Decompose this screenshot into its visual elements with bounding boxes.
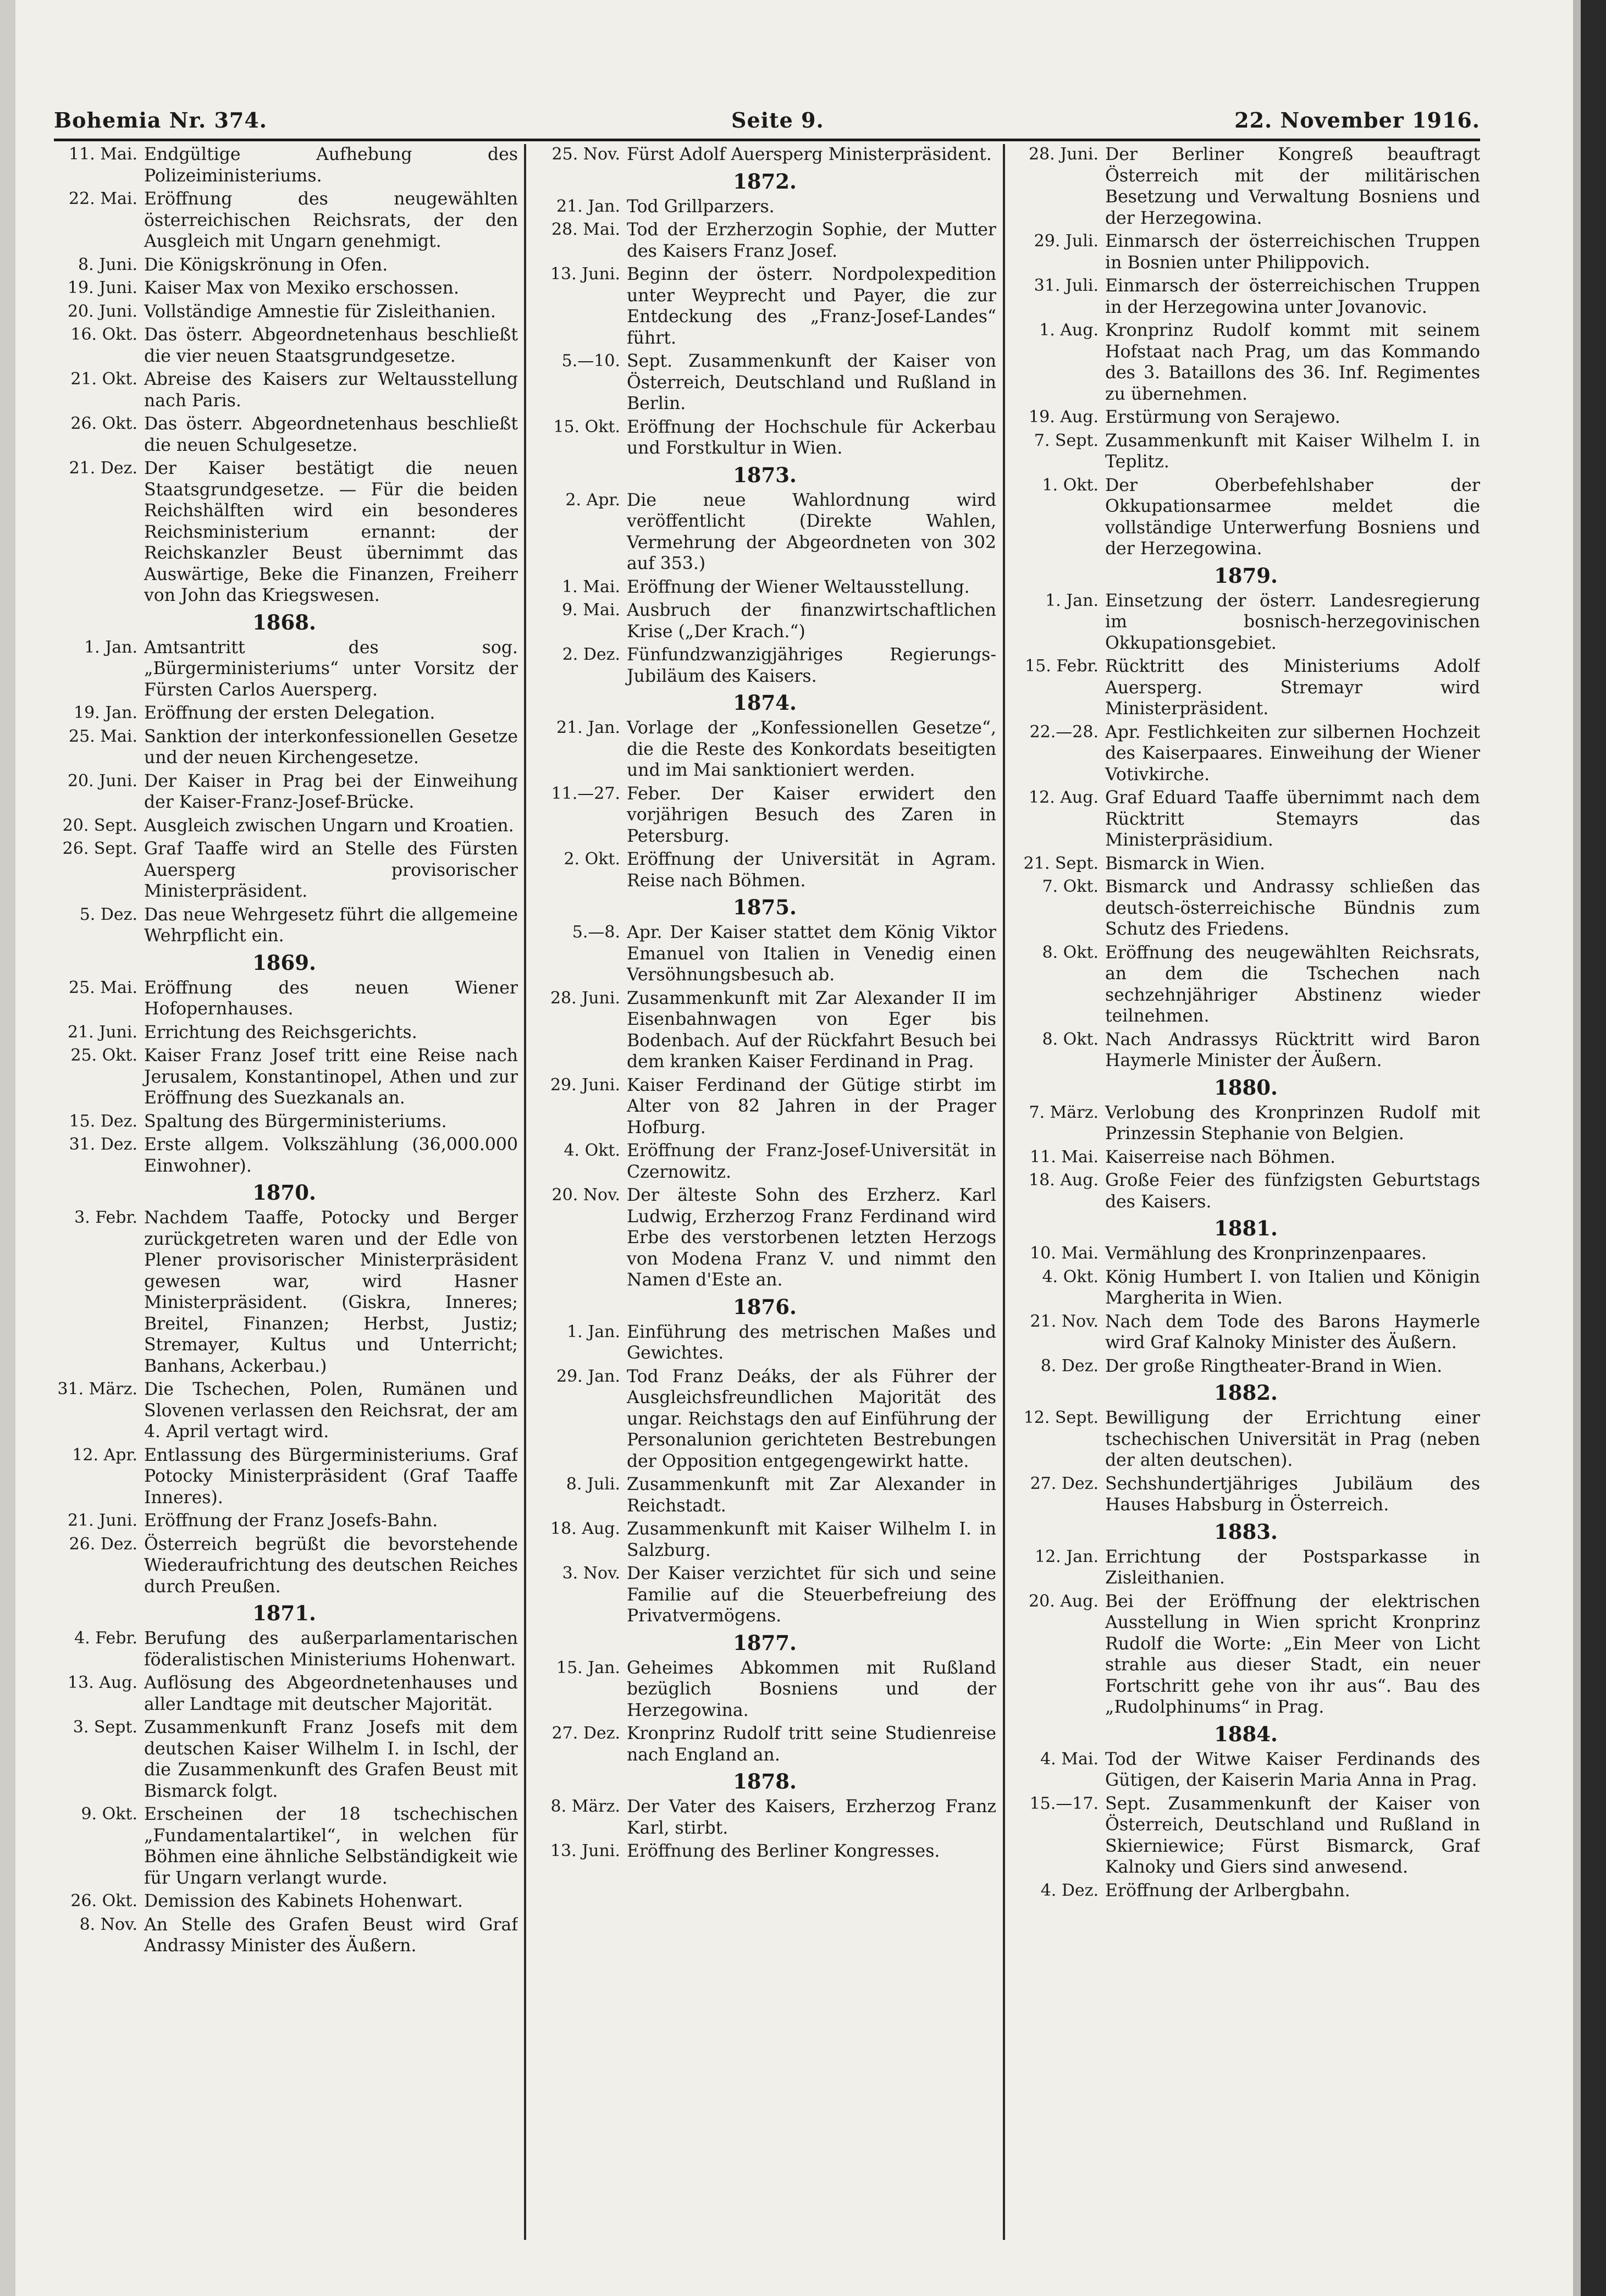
entry-date: 12. Apr. bbox=[72, 1445, 137, 1465]
chronology-entry bbox=[533, 718, 996, 781]
entry-text: Einmarsch der österreichischen Truppen in Bosnien unter Philippovich. bbox=[1105, 231, 1480, 273]
chronology-entry bbox=[533, 264, 996, 349]
entry-date: 16. Okt. bbox=[70, 325, 137, 344]
chronology-entry bbox=[533, 1723, 996, 1765]
chronology-entry bbox=[533, 644, 996, 687]
entry-date: 26. Okt. bbox=[70, 1891, 137, 1911]
header-rule bbox=[54, 139, 1480, 141]
entry-text: Errichtung der Postsparkasse in Zisleithanien. bbox=[1105, 1547, 1480, 1588]
entry-text: Errichtung des Reichsgerichts. bbox=[144, 1022, 417, 1042]
entry-text: Fünfundzwanzigjähriges Regierungs-Jubiläum des Kaisers. bbox=[627, 645, 996, 686]
entry-date: 26. Dez. bbox=[69, 1534, 137, 1554]
entry-date: 21. Dez. bbox=[69, 459, 137, 478]
entry-text: Erste allgem. Volkszählung (36,000.000 Einwohner). bbox=[144, 1135, 518, 1176]
entry-date: 9. Mai. bbox=[562, 600, 620, 620]
year-heading: 1872. bbox=[733, 169, 797, 194]
chronology-entry bbox=[51, 703, 518, 724]
scan-right-edge bbox=[1581, 0, 1606, 2296]
year-heading: 1875. bbox=[733, 895, 797, 919]
entry-text: Graf Eduard Taaffe übernimmt nach dem Rücktritt Stemayrs das Ministerpräsidium. bbox=[1105, 788, 1480, 850]
entry-date: 18. Aug. bbox=[550, 1519, 620, 1538]
entry-text: Tod der Witwe Kaiser Ferdinands des Gütigen, der Kaiserin Maria Anna in Prag. bbox=[1105, 1749, 1480, 1790]
entry-text: Zusammenkunft mit Zar Alexander in Reichstadt. bbox=[627, 1475, 996, 1516]
chronology-entry bbox=[51, 1891, 518, 1912]
entry-date: 1. Jan. bbox=[1045, 590, 1099, 610]
entry-text: Bewilligung der Errichtung einer tschechischen Universität in Prag (neben der alten deutschen). bbox=[1105, 1408, 1480, 1470]
entry-date: 28. Mai. bbox=[551, 220, 620, 239]
entry-text: Tod Franz Deáks, der als Führer der Ausgleichsfreundlichen Majorität des ungar. Reichstags den auf Einführung der Personalunion gerichteten Bestrebungen der Opposition entgegengewirkt hatte. bbox=[627, 1366, 996, 1471]
chronology-entry bbox=[1012, 656, 1480, 720]
column-divider-2 bbox=[1003, 144, 1005, 2240]
entry-text: Spaltung des Bürgerministeriums. bbox=[144, 1111, 447, 1132]
year-heading: 1873. bbox=[733, 462, 797, 487]
entry-date: 28. Juni. bbox=[550, 988, 620, 1008]
chronology-entry bbox=[51, 255, 518, 276]
entry-date: 25. Mai. bbox=[69, 978, 137, 997]
entry-date: 31. Dez. bbox=[69, 1135, 137, 1154]
entry-date: 15. Okt. bbox=[553, 417, 620, 437]
entry-date: 18. Aug. bbox=[1029, 1171, 1099, 1190]
entry-date: 8. Nov. bbox=[79, 1914, 137, 1934]
entry-date: 5. Dez. bbox=[79, 904, 137, 924]
entry-date: 27. Dez. bbox=[1030, 1473, 1099, 1493]
chronology-entry bbox=[1012, 1267, 1480, 1309]
chronology-entry bbox=[533, 577, 996, 598]
entry-date: 13. Aug. bbox=[68, 1673, 137, 1692]
entry-text: Kronprinz Rudolf tritt seine Studienreise nach England an. bbox=[627, 1724, 996, 1765]
chronology-entry bbox=[1012, 1591, 1480, 1718]
chronology-entry bbox=[51, 1628, 518, 1670]
chronology-entry bbox=[1012, 1029, 1480, 1072]
entry-text: Ausgleich zwischen Ungarn und Kroatien. bbox=[144, 815, 514, 836]
entry-date: 22. Mai. bbox=[69, 189, 137, 208]
chronology-entry bbox=[1012, 320, 1480, 405]
entry-date: 1. Jan. bbox=[84, 637, 137, 657]
year-heading: 1874. bbox=[733, 691, 797, 715]
chronology-entry bbox=[51, 1445, 518, 1509]
entry-date: 8. Juli. bbox=[566, 1475, 620, 1494]
entry-text: Bismarck und Andrassy schließen das deutsch-österreichische Bündnis zum Schutz des Friedens. bbox=[1105, 877, 1480, 939]
chronology-entry bbox=[1012, 1408, 1480, 1471]
chronology-entry bbox=[533, 849, 996, 891]
year-heading: 1868. bbox=[252, 610, 316, 634]
chronology-entry bbox=[51, 1207, 518, 1377]
entry-date: 5.—10. bbox=[561, 351, 620, 371]
entry-date: 12. Jan. bbox=[1034, 1547, 1099, 1566]
entry-text: Eröffnung des Berliner Kongresses. bbox=[627, 1841, 940, 1861]
chronology-entry bbox=[533, 1563, 996, 1627]
chronology-entry bbox=[533, 1322, 996, 1364]
entry-date: 1. Aug. bbox=[1039, 321, 1099, 340]
entry-text: Eröffnung des neugewählten Reichsrats, an dem die Tschechen nach sechzehnjähriger Abstinenz wieder teilnehmen. bbox=[1105, 942, 1480, 1026]
entry-text: Eröffnung der Universität in Agram. Reise nach Böhmen. bbox=[627, 849, 996, 891]
chronology-entry bbox=[1012, 231, 1480, 273]
year-heading: 1880. bbox=[1214, 1075, 1278, 1100]
entry-date: 10. Mai. bbox=[1030, 1244, 1099, 1263]
chronology-entry bbox=[51, 324, 518, 367]
chronology-entry bbox=[1012, 1880, 1480, 1902]
chronology-entry bbox=[51, 1534, 518, 1598]
year-heading: 1876. bbox=[733, 1294, 797, 1319]
year-heading: 1881. bbox=[1214, 1216, 1278, 1240]
entry-text: Auflösung des Abgeordnetenhauses und aller Landtage mit deutscher Majorität. bbox=[144, 1673, 518, 1714]
chronology-entry bbox=[51, 1022, 518, 1044]
chronology-entry bbox=[51, 1111, 518, 1133]
chronology-entry bbox=[1012, 1147, 1480, 1168]
entry-text: Zusammenkunft mit Kaiser Wilhelm I. in Teplitz. bbox=[1105, 430, 1480, 472]
entry-date: 7. Okt. bbox=[1042, 877, 1099, 896]
year-heading: 1879. bbox=[1214, 563, 1278, 588]
chronology-entry bbox=[51, 815, 518, 837]
entry-text: Die Tschechen, Polen, Rumänen und Slovenen verlassen den Reichsrat, der am 4. April vertagt wird. bbox=[144, 1379, 518, 1442]
year-heading: 1870. bbox=[252, 1180, 316, 1205]
entry-text: Nach dem Tode des Barons Haymerle wird Graf Kalnoky Minister des Äußern. bbox=[1105, 1311, 1480, 1353]
entry-text: Kaiser Franz Josef tritt eine Reise nach Jerusalem, Konstantinopel, Athen und zur Eröffnung des Suezkanals an. bbox=[144, 1046, 518, 1108]
entry-date: 25. Mai. bbox=[69, 726, 137, 746]
chronology-entry bbox=[51, 1045, 518, 1109]
chronology-entry bbox=[1012, 1793, 1480, 1878]
entry-date: 15. Jan. bbox=[556, 1658, 620, 1677]
entry-date: 20. Sept. bbox=[62, 815, 137, 835]
entry-text: Feber. Der Kaiser erwidert den vorjährigen Besuch des Zaren in Petersburg. bbox=[627, 783, 996, 846]
entry-date: 12. Aug. bbox=[1029, 788, 1099, 807]
entry-text: Ausbruch der finanzwirtschaftlichen Krise („Der Krach.“) bbox=[627, 600, 996, 642]
entry-date: 11. Mai. bbox=[69, 145, 137, 164]
entry-text: Der große Ringtheater-Brand in Wien. bbox=[1105, 1356, 1443, 1376]
chronology-entry bbox=[533, 196, 996, 218]
entry-text: Kaiser Ferdinand der Gütige stirbt im Alter von 82 Jahren in der Prager Hofburg. bbox=[627, 1075, 996, 1138]
entry-date: 8. Juni. bbox=[78, 255, 137, 274]
entry-text: Demission des Kabinets Hohenwart. bbox=[144, 1891, 463, 1911]
entry-text: Abreise des Kaisers zur Weltausstellung nach Paris. bbox=[144, 369, 518, 411]
entry-text: Eröffnung der Arlbergbahn. bbox=[1105, 1880, 1350, 1901]
year-heading: 1882. bbox=[1214, 1381, 1278, 1405]
entry-date: 19. Aug. bbox=[1029, 407, 1099, 427]
entry-date: 3. Febr. bbox=[74, 1208, 137, 1227]
entry-text: Der Kaiser in Prag bei der Einweihung der Kaiser-Franz-Josef-Brücke. bbox=[144, 771, 518, 812]
entry-text: Eröffnung der Wiener Weltausstellung. bbox=[627, 577, 970, 597]
chronology-entry bbox=[51, 1510, 518, 1532]
year-heading: 1884. bbox=[1214, 1721, 1278, 1746]
chronology-entry bbox=[1012, 1311, 1480, 1354]
year-heading: 1869. bbox=[252, 950, 316, 975]
entry-date: 25. Nov. bbox=[551, 145, 620, 164]
entry-date: 5.—8. bbox=[572, 923, 620, 942]
chronology-entry bbox=[533, 600, 996, 642]
page-header bbox=[54, 108, 1480, 140]
chronology-entry bbox=[533, 1185, 996, 1291]
entry-text: Kaiser Max von Mexiko erschossen. bbox=[144, 278, 459, 298]
column-1 bbox=[51, 144, 518, 2240]
entry-text: Tod der Erzherzogin Sophie, der Mutter des Kaisers Franz Josef. bbox=[627, 220, 996, 261]
entry-text: Das österr. Abgeordnetenhaus beschließt die vier neuen Staatsgrundgesetze. bbox=[144, 325, 518, 366]
entry-text: Sechshundertjähriges Jubiläum des Hauses Habsburg in Österreich. bbox=[1105, 1473, 1480, 1515]
chronology-entry bbox=[51, 413, 518, 456]
entry-date: 15. Dez. bbox=[69, 1111, 137, 1131]
chronology-entry bbox=[1012, 853, 1480, 875]
chronology-entry bbox=[1012, 876, 1480, 940]
entry-date: 4. Okt. bbox=[564, 1141, 620, 1160]
entry-date: 11.—27. bbox=[551, 783, 620, 803]
entry-date: 31. Juli. bbox=[1034, 276, 1099, 295]
entry-text: Apr. Festlichkeiten zur silbernen Hochzeit des Kaiserpaares. Einweihung der Wiener Votivkirche. bbox=[1105, 722, 1480, 785]
entry-text: Österreich begrüßt die bevorstehende Wiederaufrichtung des deutschen Reiches durch Preußen. bbox=[144, 1534, 518, 1597]
chronology-entry bbox=[533, 1366, 996, 1472]
entry-text: König Humbert I. von Italien und Königin Margherita in Wien. bbox=[1105, 1267, 1480, 1308]
entry-text: Eröffnung des neugewählten österreichischen Reichsrats, der den Ausgleich mit Ungarn genehmigt. bbox=[144, 189, 518, 251]
entry-text: Bei der Eröffnung der elektrischen Ausstellung in Wien spricht Kronprinz Rudolf die Worte: „Ein Meer von Licht strahle aus dieser Stadt, ein neuer Fortschritt gehe von ihr aus“. Bau des „Rudolphinums“ in Prag. bbox=[1105, 1591, 1480, 1717]
entry-date: 2. Okt. bbox=[564, 849, 620, 869]
entry-date: 29. Juni. bbox=[550, 1075, 620, 1095]
entry-date: 19. Jan. bbox=[73, 703, 137, 722]
entry-text: Sept. Zusammenkunft der Kaiser von Österreich, Deutschland und Rußland in Skierniewice; Fürst Bismarck, Graf Kalnoky und Giers sind anwesend. bbox=[1105, 1793, 1480, 1877]
entry-date: 20. Aug. bbox=[1029, 1591, 1099, 1611]
chronology-entry bbox=[51, 637, 518, 701]
chronology-entry bbox=[51, 771, 518, 813]
entry-date: 4. Okt. bbox=[1042, 1267, 1099, 1287]
entry-date: 15. Febr. bbox=[1025, 656, 1099, 676]
chronology-entry bbox=[533, 783, 996, 847]
chronology-entry bbox=[51, 1379, 518, 1443]
entry-text: Zusammenkunft Franz Josefs mit dem deutschen Kaiser Wilhelm I. in Ischl, der die Zusammenkunft des Grafen Beust mit Bismarck folgt. bbox=[144, 1718, 518, 1801]
chronology-entry bbox=[1012, 1102, 1480, 1145]
entry-text: Große Feier des fünfzigsten Geburtstags des Kaisers. bbox=[1105, 1171, 1480, 1212]
chronology-entry bbox=[533, 1841, 996, 1862]
entry-text: Tod Grillparzers. bbox=[627, 196, 775, 217]
issue-date: 22. November 1916. bbox=[1234, 108, 1480, 133]
column-3 bbox=[1012, 144, 1480, 2240]
entry-text: Eröffnung der Franz-Josef-Universität in Czernowitz. bbox=[627, 1141, 996, 1182]
entry-date: 28. Juni. bbox=[1028, 145, 1099, 164]
entry-text: Fürst Adolf Auersperg Ministerpräsident. bbox=[627, 145, 992, 164]
entry-date: 31. März. bbox=[57, 1379, 137, 1399]
chronology-entry bbox=[533, 1658, 996, 1721]
chronology-entry bbox=[51, 278, 518, 299]
entry-date: 26. Sept. bbox=[62, 839, 137, 858]
entry-date: 7. März. bbox=[1029, 1102, 1099, 1122]
chronology-entry bbox=[1012, 475, 1480, 560]
entry-date: 1. Mai. bbox=[562, 577, 620, 597]
entry-text: Geheimes Abkommen mit Rußland bezüglich Bosniens und der Herzegowina. bbox=[627, 1658, 996, 1720]
entry-date: 9. Okt. bbox=[81, 1804, 137, 1824]
chronology-entry bbox=[533, 922, 996, 986]
entry-text: Nach Andrassys Rücktritt wird Baron Haymerle Minister der Äußern. bbox=[1105, 1029, 1480, 1070]
chronology-entry bbox=[1012, 275, 1480, 318]
chronology-entry bbox=[51, 726, 518, 769]
chronology-entry bbox=[1012, 722, 1480, 786]
entry-date: 22.—28. bbox=[1029, 722, 1099, 742]
entry-text: Berufung des außerparlamentarischen föderalistischen Ministeriums Hohenwart. bbox=[144, 1629, 518, 1670]
entry-text: Der Kaiser verzichtet für sich und seine Familie auf die Steuerbefreiung des Privatvermögens. bbox=[627, 1564, 996, 1626]
entry-date: 26. Okt. bbox=[70, 414, 137, 433]
chronology-entry bbox=[533, 1075, 996, 1139]
entry-date: 21. Nov. bbox=[1030, 1311, 1099, 1331]
entry-text: Das österr. Abgeordnetenhaus beschließt die neuen Schulgesetze. bbox=[144, 414, 518, 455]
entry-text: Zusammenkunft mit Kaiser Wilhelm I. in Salzburg. bbox=[627, 1519, 996, 1560]
entry-date: 8. Okt. bbox=[1042, 942, 1099, 962]
entry-text: Eröffnung der Hochschule für Ackerbau und Forstkultur in Wien. bbox=[627, 417, 996, 458]
entry-text: Die neue Wahlordnung wird veröffentlicht (Direkte Wahlen, Vermehrung der Abgeordneten von 302 auf 353.) bbox=[627, 490, 996, 573]
chronology-entry bbox=[1012, 1547, 1480, 1589]
entry-text: Amtsantritt des sog. „Bürgerministeriums“ unter Vorsitz der Fürsten Carlos Auersperg. bbox=[144, 637, 518, 700]
chronology-entry bbox=[51, 1804, 518, 1889]
entry-text: Vollständige Amnestie für Zisleithanien. bbox=[144, 301, 496, 322]
entry-text: Die Königskrönung in Ofen. bbox=[144, 255, 388, 275]
entry-date: 11. Mai. bbox=[1030, 1147, 1099, 1167]
entry-text: Kronprinz Rudolf kommt mit seinem Hofstaat nach Prag, um das Kommando des 3. Bataillons des 36. Inf. Regimentes zu übernehmen. bbox=[1105, 321, 1480, 404]
entry-date: 20. Juni. bbox=[67, 771, 137, 791]
chronology-entry bbox=[533, 351, 996, 415]
chronology-entry bbox=[51, 1914, 518, 1957]
scan-right-shadow bbox=[1573, 0, 1581, 2296]
entry-text: An Stelle des Grafen Beust wird Graf Andrassy Minister des Äußern. bbox=[144, 1914, 518, 1956]
entry-date: 21. Juni. bbox=[67, 1511, 137, 1530]
chronology-entry bbox=[51, 301, 518, 323]
entry-date: 2. Apr. bbox=[565, 490, 620, 510]
entry-date: 25. Okt. bbox=[70, 1046, 137, 1065]
entry-date: 20. Juni. bbox=[67, 301, 137, 321]
entry-date: 3. Nov. bbox=[562, 1564, 620, 1583]
entry-text: Verlobung des Kronprinzen Rudolf mit Prinzessin Stephanie von Belgien. bbox=[1105, 1102, 1480, 1144]
chronology-entry bbox=[51, 369, 518, 411]
chronology-entry bbox=[51, 904, 518, 947]
entry-text: Endgültige Aufhebung des Polizeiministeriums. bbox=[144, 145, 518, 186]
entry-date: 4. Febr. bbox=[74, 1629, 137, 1648]
entry-text: Kaiserreise nach Böhmen. bbox=[1105, 1147, 1336, 1167]
entry-date: 4. Mai. bbox=[1040, 1749, 1099, 1769]
chronology-entry bbox=[51, 1134, 518, 1177]
chronology-entry bbox=[1012, 787, 1480, 851]
chronology-entry bbox=[51, 458, 518, 606]
newspaper-issue: Bohemia Nr. 374. bbox=[54, 108, 268, 133]
chronology-entry bbox=[51, 978, 518, 1020]
entry-text: Vermählung des Kronprinzenpaares. bbox=[1105, 1244, 1427, 1263]
chronology-entry bbox=[533, 1796, 996, 1839]
entry-date: 7. Sept. bbox=[1034, 430, 1099, 450]
entry-text: Rücktritt des Ministeriums Adolf Auersperg. Stremayr wird Ministerpräsident. bbox=[1105, 656, 1480, 719]
scan-left-edge bbox=[0, 0, 15, 2296]
chronology-entry bbox=[533, 988, 996, 1073]
entry-date: 4. Dez. bbox=[1040, 1880, 1099, 1900]
entry-date: 21. Jan. bbox=[556, 196, 620, 216]
entry-date: 21. Okt. bbox=[70, 369, 137, 389]
entry-text: Der Kaiser bestätigt die neuen Staatsgrundgesetze. — Für die beiden Reichshälften wird ein besonderes Reichsministerium ernannt: der Reichskanzler Beust übernimmt das Auswärtige, Beke die Finanzen, Freiherr von John das Kriegswesen. bbox=[144, 459, 518, 605]
entry-date: 19. Juni. bbox=[67, 278, 137, 297]
chronology-entry bbox=[51, 1717, 518, 1802]
entry-text: Erscheinen der 18 tschechischen „Fundamentalartikel“, in welchen für Böhmen eine ähnliche Selbständigkeit wie für Ungarn verlangt wurde. bbox=[144, 1804, 518, 1888]
entry-text: Der Vater des Kaisers, Erzherzog Franz Karl, stirbt. bbox=[627, 1797, 996, 1838]
chronology-entry bbox=[1012, 942, 1480, 1027]
entry-date: 1. Jan. bbox=[567, 1322, 620, 1342]
chronology-entry bbox=[533, 490, 996, 575]
entry-date: 12. Sept. bbox=[1023, 1408, 1099, 1427]
chronology-entry bbox=[533, 1474, 996, 1516]
entry-date: 20. Nov. bbox=[551, 1185, 620, 1205]
column-divider-1 bbox=[524, 144, 526, 2240]
entry-date: 8. Okt. bbox=[1042, 1029, 1099, 1049]
entry-date: 29. Jan. bbox=[556, 1366, 620, 1386]
chronology-entry bbox=[533, 144, 996, 165]
chronology-entry bbox=[51, 189, 518, 252]
entry-date: 21. Jan. bbox=[556, 718, 620, 737]
entry-date: 13. Juni. bbox=[550, 264, 620, 284]
entry-text: Vorlage der „Konfessionellen Gesetze“, die die Reste des Konkordats beseitigten und im Mai sanktioniert werden. bbox=[627, 718, 996, 780]
chronology-entry bbox=[1012, 1356, 1480, 1377]
entry-text: Der Berliner Kongreß beauftragt Österreich mit der militärischen Besetzung und Verwaltung Bosniens und der Herzegowina. bbox=[1105, 145, 1480, 228]
chronology-entry bbox=[51, 144, 518, 186]
entry-date: 27. Dez. bbox=[551, 1724, 620, 1743]
entry-text: Bismarck in Wien. bbox=[1105, 853, 1266, 874]
entry-date: 3. Sept. bbox=[73, 1718, 137, 1737]
year-heading: 1877. bbox=[733, 1630, 797, 1655]
entry-text: Einführung des metrischen Maßes und Gewichtes. bbox=[627, 1322, 996, 1363]
column-2 bbox=[533, 144, 996, 2240]
entry-text: Sanktion der interkonfessionellen Gesetze und der neuen Kirchengesetze. bbox=[144, 726, 518, 768]
year-heading: 1883. bbox=[1214, 1519, 1278, 1544]
entry-text: Das neue Wehrgesetz führt die allgemeine Wehrpflicht ein. bbox=[144, 904, 518, 946]
chronology-entry bbox=[1012, 1749, 1480, 1791]
entry-date: 13. Juni. bbox=[550, 1841, 620, 1861]
entry-date: 8. Dez. bbox=[1040, 1356, 1099, 1376]
chronology-entry bbox=[51, 1673, 518, 1715]
chronology-entry bbox=[533, 219, 996, 262]
entry-text: Der älteste Sohn des Erzherz. Karl Ludwig, Erzherzog Franz Ferdinand wird Erbe des verstorbenen letzten Herzogs von Modena Franz V. und nimmt den Namen d'Este an. bbox=[627, 1185, 996, 1290]
chronology-entry bbox=[1012, 144, 1480, 229]
chronology-entry bbox=[533, 417, 996, 459]
entry-date: 8. März. bbox=[550, 1797, 620, 1816]
page-number: Seite 9. bbox=[731, 108, 824, 133]
chronology-entry bbox=[1012, 1243, 1480, 1265]
entry-text: Einmarsch der österreichischen Truppen in der Herzegowina unter Jovanovic. bbox=[1105, 276, 1480, 317]
chronology-entry bbox=[1012, 407, 1480, 428]
entry-date: 1. Okt. bbox=[1042, 475, 1099, 495]
chronology-entry bbox=[1012, 590, 1480, 654]
entry-text: Erstürmung von Serajewo. bbox=[1105, 407, 1340, 427]
year-heading: 1878. bbox=[733, 1769, 797, 1793]
entry-text: Graf Taaffe wird an Stelle des Fürsten Auersperg provisorischer Ministerpräsident. bbox=[144, 839, 518, 901]
entry-text: Sept. Zusammenkunft der Kaiser von Österreich, Deutschland und Rußland in Berlin. bbox=[627, 351, 996, 413]
entry-text: Einsetzung der österr. Landesregierung im bosnisch-herzegovinischen Okkupationsgebiet. bbox=[1105, 590, 1480, 653]
entry-text: Eröffnung der Franz Josefs-Bahn. bbox=[144, 1511, 438, 1531]
year-heading: 1871. bbox=[252, 1601, 316, 1625]
entry-text: Entlassung des Bürgerministeriums. Graf Potocky Ministerpräsident (Graf Taaffe Inneres). bbox=[144, 1445, 518, 1508]
entry-date: 29. Juli. bbox=[1034, 231, 1099, 251]
entry-text: Nachdem Taaffe, Potocky und Berger zurückgetreten waren und der Edle von Plener provisorischer Ministerpräsident gewesen war, wird Hasner Ministerpräsident. (Giskra, Inneres; Breitel, Finanzen; Herbst, Justiz; Stremayer, Kultus und Unterricht; Banhans, Ackerbau.) bbox=[144, 1208, 518, 1376]
chronology-entry bbox=[51, 838, 518, 902]
chronology-entry bbox=[1012, 1170, 1480, 1212]
entry-date: 21. Juni. bbox=[67, 1022, 137, 1042]
chronology-entry bbox=[533, 1519, 996, 1561]
entry-text: Eröffnung der ersten Delegation. bbox=[144, 703, 435, 723]
chronology-entry bbox=[1012, 1473, 1480, 1516]
entry-text: Beginn der österr. Nordpolexpedition unter Weyprecht und Payer, die zur Entdeckung des „Franz-Josef-Landes“ führt. bbox=[627, 264, 996, 348]
entry-text: Apr. Der Kaiser stattet dem König Viktor Emanuel von Italien in Venedig einen Versöhnungsbesuch ab. bbox=[627, 923, 996, 985]
entry-text: Zusammenkunft mit Zar Alexander II im Eisenbahnwagen von Eger bis Bodenbach. Auf der Rückfahrt Besuch bei dem kranken Kaiser Ferdinand in Prag. bbox=[627, 988, 996, 1072]
entry-text: Eröffnung des neuen Wiener Hofopernhauses. bbox=[144, 978, 518, 1019]
chronology-entry bbox=[1012, 430, 1480, 473]
entry-text: Der Oberbefehlshaber der Okkupationsarmee meldet die vollständige Unterwerfung Bosniens und der Herzegowina. bbox=[1105, 475, 1480, 559]
entry-date: 2. Dez. bbox=[562, 645, 620, 664]
chronology-entry bbox=[533, 1140, 996, 1183]
entry-date: 21. Sept. bbox=[1023, 853, 1099, 873]
entry-date: 15.—17. bbox=[1029, 1793, 1099, 1813]
